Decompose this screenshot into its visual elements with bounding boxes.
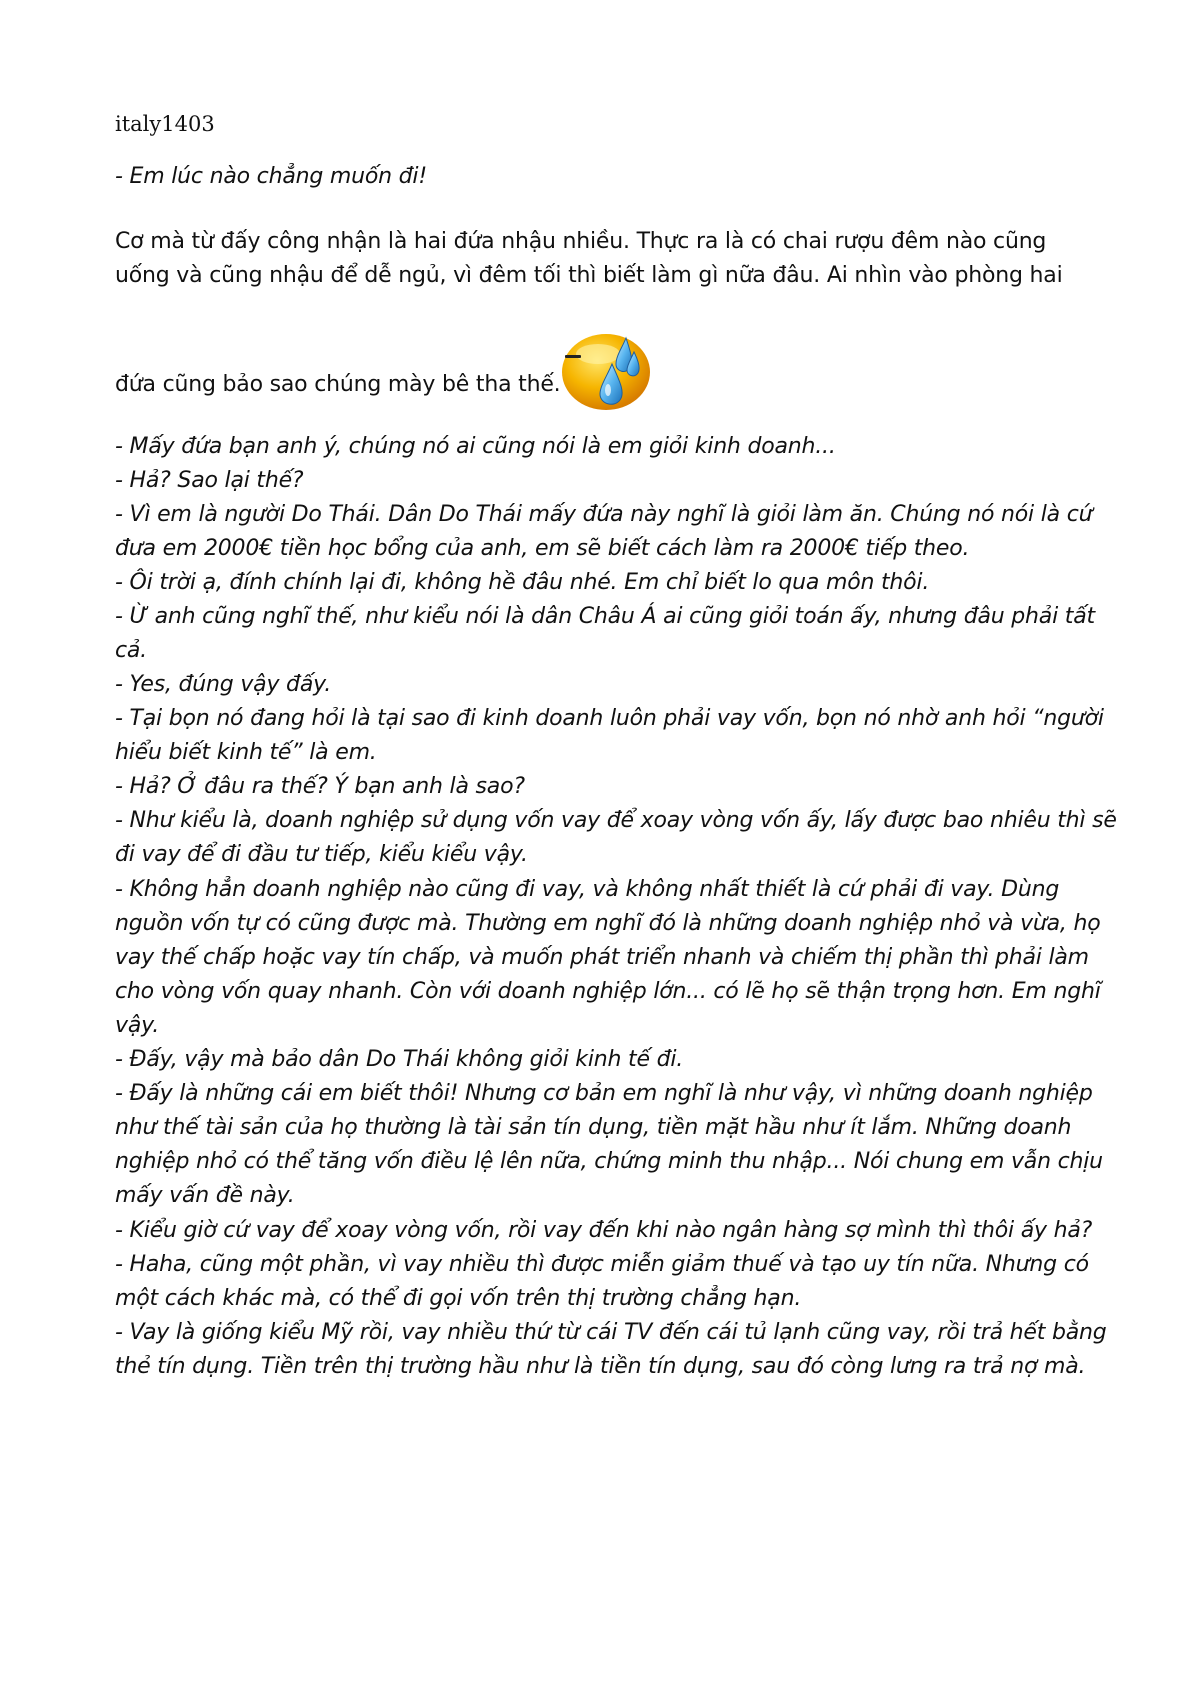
dialogue-line: như thế tài sản của họ thường là tài sản tín dụng, tiền mặt hầu như ít lắm. Những doanh <box>115 1115 1072 1140</box>
dialogue-line: đi vay để đi đầu tư tiếp, kiểu kiểu vậy. <box>115 842 528 867</box>
dialogue-line: - Đấy, vậy mà bảo dân Do Thái không giỏi kinh tế đi. <box>115 1047 684 1072</box>
dialogue-line: - Yes, đúng vậy đấy. <box>115 672 332 697</box>
dialogue-line: - Ôi trời ạ, đính chính lại đi, không hề đâu nhé. Em chỉ biết lo qua môn thôi. <box>115 570 930 595</box>
dialogue-line: - Vì em là người Do Thái. Dân Do Thái mấy đứa này nghĩ là giỏi làm ăn. Chúng nó nói là cứ <box>115 502 1093 527</box>
dialogue-line: thẻ tín dụng. Tiền trên thị trường hầu như là tiền tín dụng, sau đó còng lưng ra trả nợ mà. <box>115 1354 1086 1379</box>
sweat-drops-emoticon-icon <box>556 332 652 416</box>
dialogue-line: - Tại bọn nó đang hỏi là tại sao đi kinh doanh luôn phải vay vốn, bọn nó nhờ anh hỏi “người <box>115 706 1104 731</box>
dialogue-line: - Vay là giống kiểu Mỹ rồi, vay nhiều thứ từ cái TV đến cái tủ lạnh cũng vay, rồi trả hết bằng <box>115 1320 1107 1345</box>
dialogue-line: - Như kiểu là, doanh nghiệp sử dụng vốn vay để xoay vòng vốn ấy, lấy được bao nhiêu thì sẽ <box>115 808 1117 833</box>
dialogue-line: cả. <box>115 638 147 663</box>
dialogue-line: - Kiểu giờ cứ vay để xoay vòng vốn, rồi vay đến khi nào ngân hàng sợ mình thì thôi ấy hả? <box>115 1218 1093 1243</box>
dialogue-line: - Mấy đứa bạn anh ý, chúng nó ai cũng nói là em giỏi kinh doanh... <box>115 434 836 459</box>
dialogue-line: - Hả? Sao lại thế? <box>115 468 304 493</box>
paragraph-line: uống và cũng nhậu để dễ ngủ, vì đêm tối thì biết làm gì nữa đâu. Ai nhìn vào phòng hai <box>115 263 1063 288</box>
dialogue-line: vậy. <box>115 1013 160 1038</box>
paragraph-line: đứa cũng bảo sao chúng mày bê tha thế. <box>115 372 561 397</box>
dialogue-line: - Ừ anh cũng nghĩ thế, như kiểu nói là dân Châu Á ai cũng giỏi toán ấy, nhưng đâu phải tất <box>115 604 1095 629</box>
dialogue-line: nguồn vốn tự có cũng được mà. Thường em nghĩ đó là những doanh nghiệp nhỏ và vừa, họ <box>115 911 1101 936</box>
dialogue-line: mấy vấn đề này. <box>115 1183 295 1208</box>
dialogue-line: hiểu biết kinh tế” là em. <box>115 740 377 765</box>
dialogue-line: nghiệp nhỏ có thể tăng vốn điều lệ lên nữa, chứng minh thu nhập... Nói chung em vẫn chịu <box>115 1149 1103 1174</box>
dialogue-line: đưa em 2000€ tiền học bổng của anh, em sẽ biết cách làm ra 2000€ tiếp theo. <box>115 536 970 561</box>
dialogue-line: một cách khác mà, có thể đi gọi vốn trên thị trường chẳng hạn. <box>115 1286 802 1311</box>
dialogue-line: - Đấy là những cái em biết thôi! Nhưng cơ bản em nghĩ là như vậy, vì những doanh nghiệp <box>115 1081 1093 1106</box>
paragraph-line: Cơ mà từ đấy công nhận là hai đứa nhậu nhiều. Thực ra là có chai rượu đêm nào cũng <box>115 229 1047 254</box>
author-username: italy1403 <box>115 112 215 136</box>
dialogue-line: cho vòng vốn quay nhanh. Còn với doanh nghiệp lớn... có lẽ họ sẽ thận trọng hơn. Em nghĩ <box>115 979 1101 1004</box>
dialogue-line: vay thế chấp hoặc vay tín chấp, và muốn phát triển nhanh và chiếm thị phần thì phải làm <box>115 945 1089 970</box>
dialogue-line: - Không hẳn doanh nghiệp nào cũng đi vay, và không nhất thiết là cứ phải đi vay. Dùng <box>115 877 1060 902</box>
dialogue-line: - Em lúc nào chẳng muốn đi! <box>115 164 427 189</box>
dialogue-line: - Hả? Ở đâu ra thế? Ý bạn anh là sao? <box>115 774 525 799</box>
dialogue-line: - Haha, cũng một phần, vì vay nhiều thì được miễn giảm thuế và tạo uy tín nữa. Nhưng có <box>115 1252 1089 1277</box>
